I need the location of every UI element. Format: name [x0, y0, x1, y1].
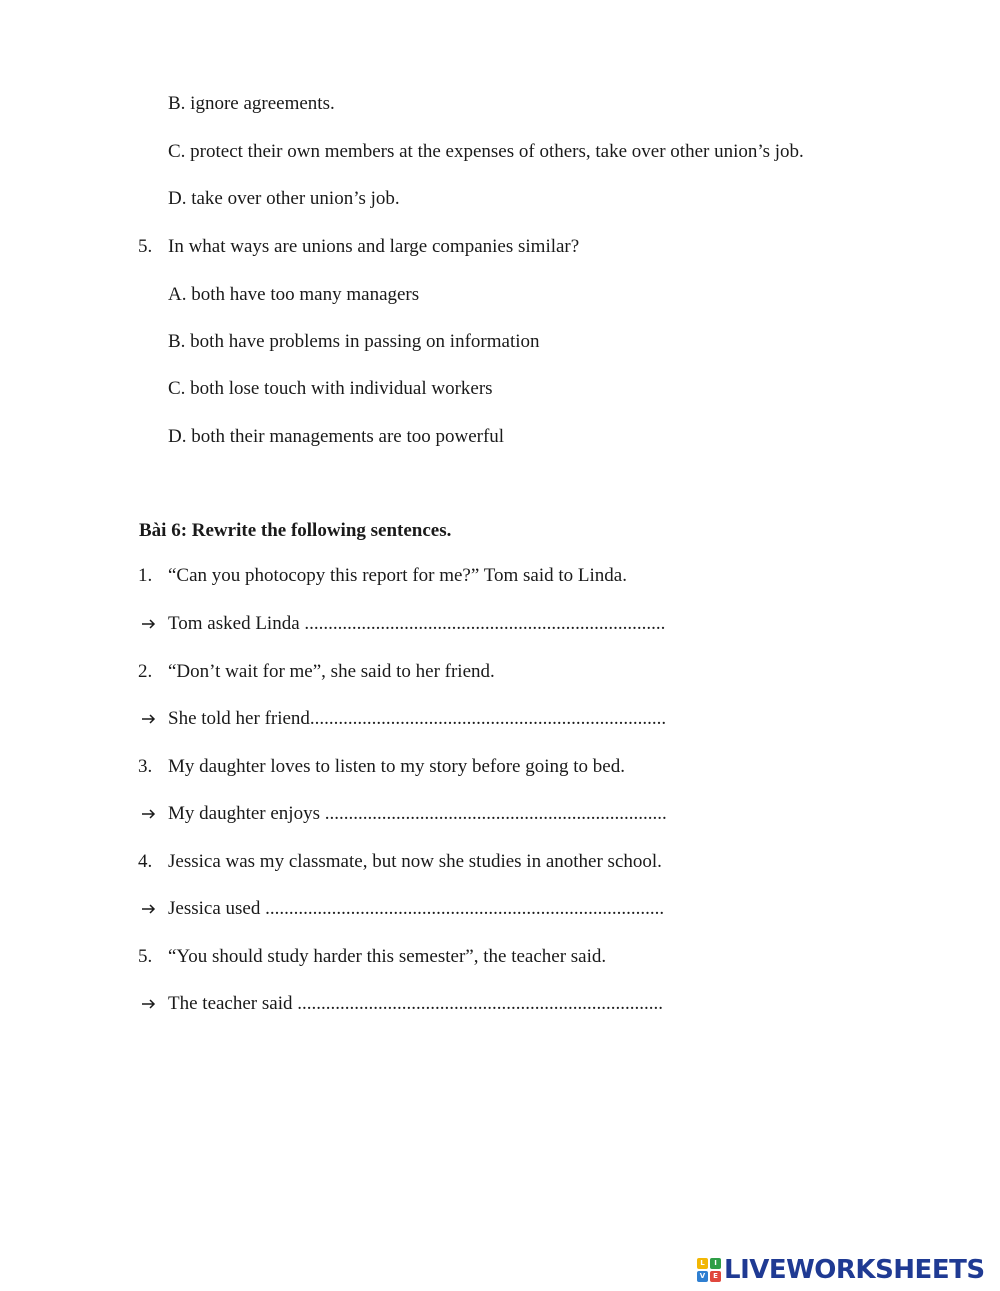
q5-option-d[interactable]: D. both their managements are too powerful	[168, 426, 505, 447]
q4-option-c: C. protect their own members at the expenses of others, take over other union’s job.	[168, 141, 804, 162]
arrow-right-icon	[140, 992, 162, 1016]
q5-option-b[interactable]: B. both have problems in passing on information	[168, 331, 540, 352]
item-3-sentence: My daughter loves to listen to my story before going to bed.	[168, 756, 625, 777]
answer-input-1[interactable]: Tom asked Linda ............................................................................	[168, 613, 666, 634]
logo-mark-e: E	[710, 1271, 721, 1282]
liveworksheets-logo[interactable]	[697, 1255, 985, 1285]
logo-mark-v: V	[697, 1271, 708, 1282]
arrow-right-icon	[140, 612, 162, 636]
answer-input-3[interactable]: My daughter enjoys ........................................................................	[168, 803, 667, 824]
logo-text: LIVEWORKSHEETS	[724, 1255, 985, 1285]
item-2-sentence: “Don’t wait for me”, she said to her friend.	[168, 661, 495, 682]
liveworksheets-logo-icon	[697, 1258, 721, 1282]
item-1-sentence: “Can you photocopy this report for me?” Tom said to Linda.	[168, 565, 627, 586]
arrow-right-icon	[140, 802, 162, 826]
answer-input-4[interactable]: Jessica used ....................................................................................	[168, 898, 665, 919]
q5-option-c[interactable]: C. both lose touch with individual workers	[168, 378, 493, 399]
item-3-number: 3.	[138, 756, 153, 777]
q4-option-d: D. take over other union’s job.	[168, 188, 400, 209]
question-5-text: In what ways are unions and large companies similar?	[168, 236, 580, 257]
q4-option-b: B. ignore agreements.	[168, 93, 335, 114]
item-4-number: 4.	[138, 851, 153, 872]
answer-input-2[interactable]: She told her friend...........................................................................	[168, 708, 667, 729]
logo-mark-l: L	[697, 1258, 708, 1269]
question-5-number: 5.	[138, 236, 153, 257]
item-4-sentence: Jessica was my classmate, but now she studies in another school.	[168, 851, 662, 872]
exercise-6-heading: Bài 6: Rewrite the following sentences.	[139, 520, 452, 541]
arrow-right-icon	[140, 707, 162, 731]
item-5-sentence: “You should study harder this semester”, the teacher said.	[168, 946, 607, 967]
item-1-number: 1.	[138, 565, 153, 586]
q5-option-a[interactable]: A. both have too many managers	[168, 284, 420, 305]
item-5-number: 5.	[138, 946, 153, 967]
logo-mark-i: I	[710, 1258, 721, 1269]
answer-input-5[interactable]: The teacher said .............................................................................	[168, 993, 663, 1014]
arrow-right-icon	[140, 897, 162, 921]
item-2-number: 2.	[138, 661, 153, 682]
